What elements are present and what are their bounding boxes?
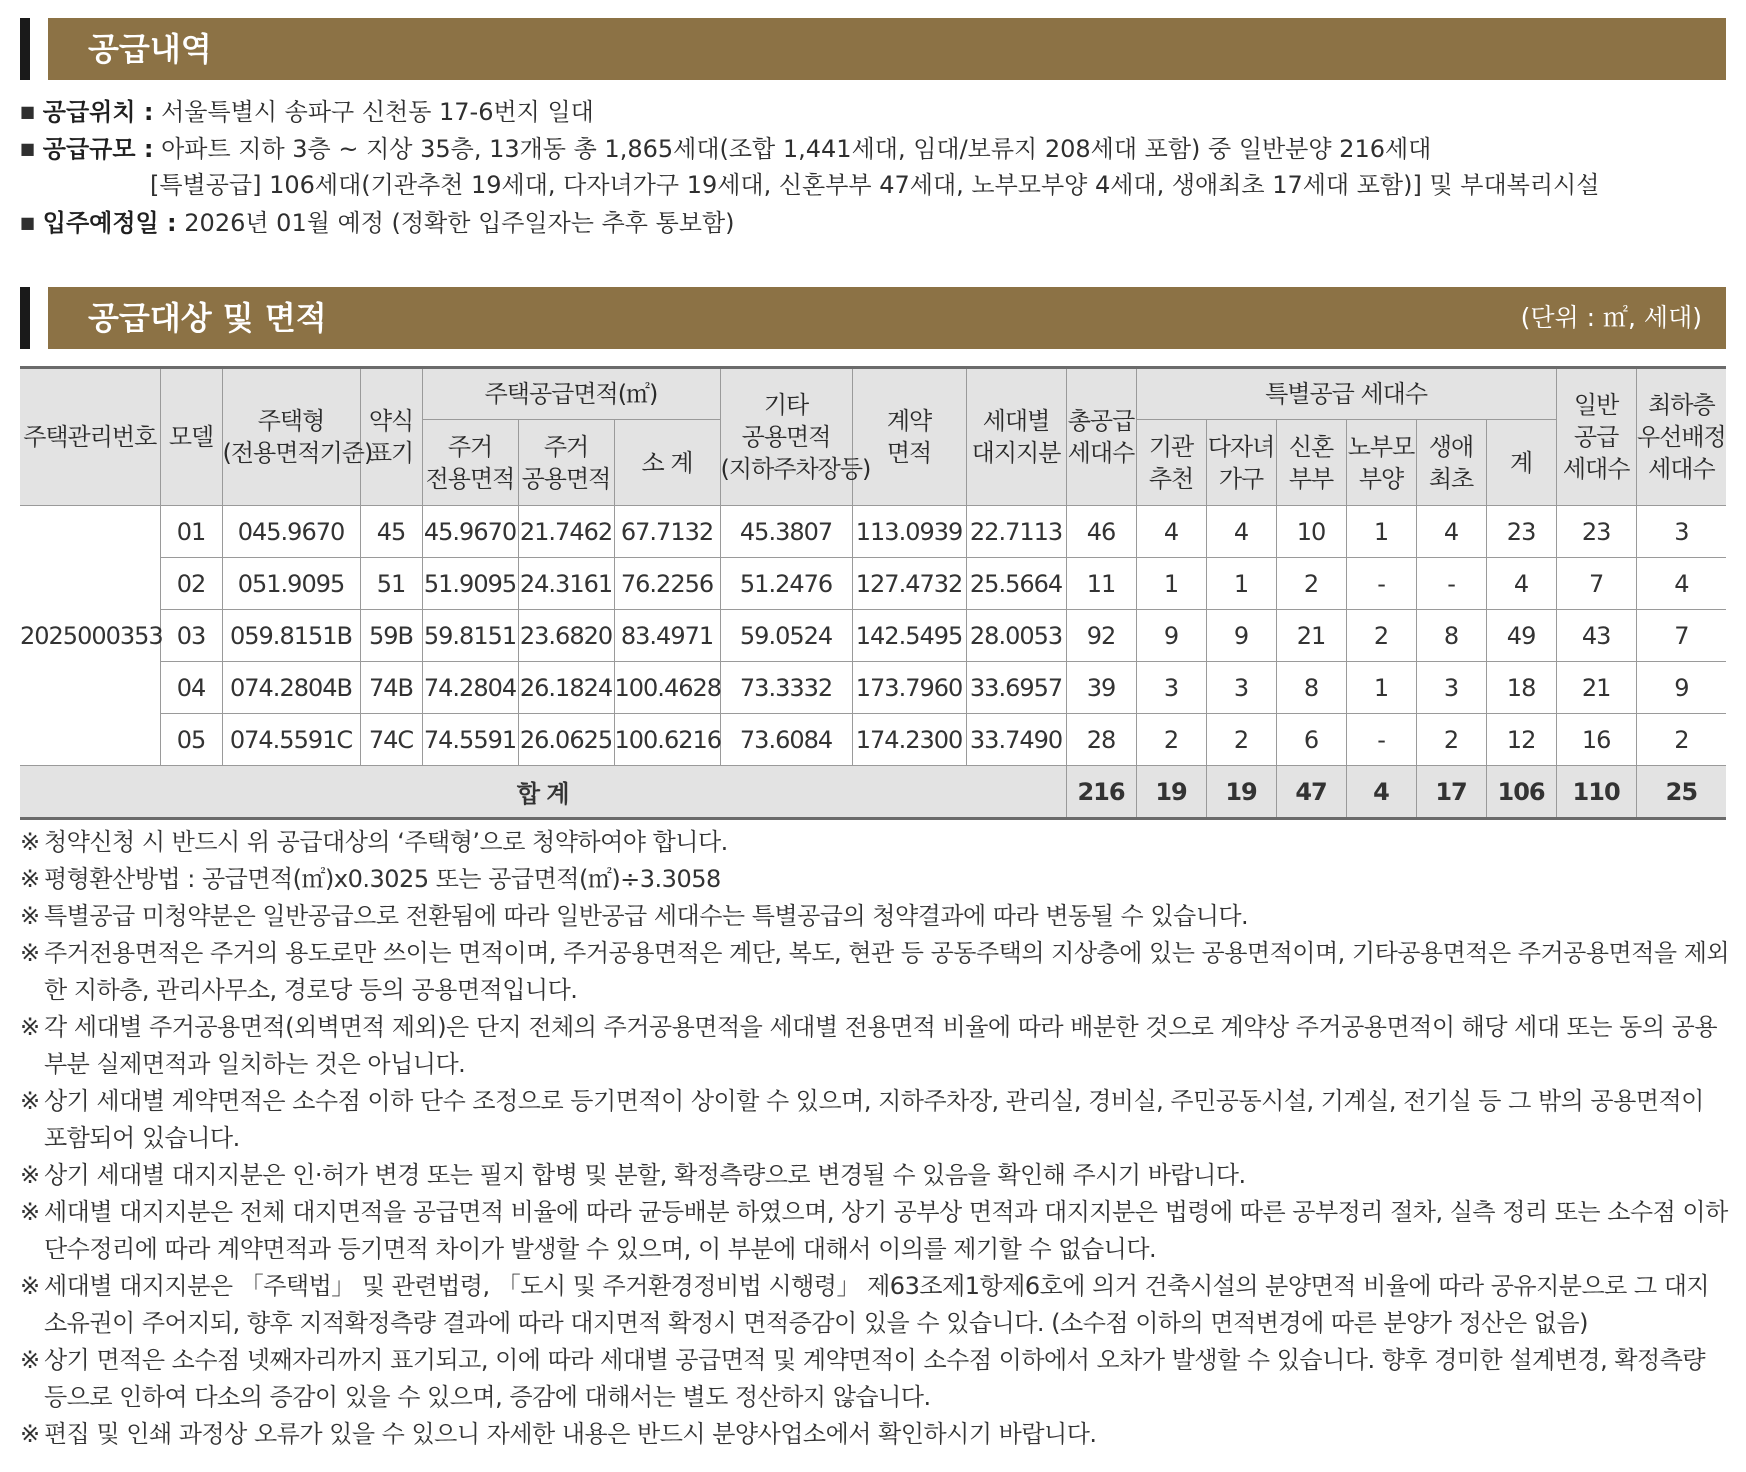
cell-newlywed: 2	[1276, 558, 1346, 610]
col-label: 주거	[543, 432, 589, 461]
cell-private: 59.8151	[422, 610, 518, 662]
col-subtotal: 소 계	[614, 420, 720, 506]
note-text: 특별공급 미청약분은 일반공급으로 전환됨에 따라 일반공급 세대수는 특별공급의 청약결과에 따라 변동될 수 있습니다.	[44, 902, 1249, 930]
header-gold-bar	[48, 287, 1726, 349]
total-label: 합 계	[20, 766, 1066, 819]
info-value: 아파트 지하 3층 ~ 지상 35층, 13개동 총 1,865세대(조합 1,441세대, 임대/보류지 208세대 포함) 중 일반분양 216세대	[161, 135, 1432, 163]
info-label: 공급규모 :	[42, 135, 154, 163]
cell-type: 045.9670	[222, 506, 360, 558]
cell-other: 45.3807	[720, 506, 852, 558]
cell-short: 45	[360, 506, 422, 558]
note-text: 청약신청 시 반드시 위 공급대상의 ‘주택형’으로 청약하여야 합니다.	[44, 828, 728, 856]
cell-first: 17	[1416, 766, 1486, 819]
cell-elderly: 4	[1346, 766, 1416, 819]
cell-lowest: 9	[1636, 662, 1726, 714]
note-mark: ※	[20, 1013, 40, 1041]
note-mark: ※	[20, 828, 40, 856]
col-label: 주택형	[257, 407, 325, 435]
col-label: 공급	[1573, 423, 1619, 451]
col-label: 노부모	[1347, 432, 1415, 461]
cell-short: 51	[360, 558, 422, 610]
cell-sum: 106	[1486, 766, 1556, 819]
cell-total: 28	[1066, 714, 1136, 766]
cell-land: 22.7113	[966, 506, 1066, 558]
cell-lowest: 2	[1636, 714, 1726, 766]
col-label: 추천	[1148, 464, 1194, 493]
col-label: 가구	[1218, 464, 1264, 493]
col-label: 약식	[368, 407, 414, 435]
supply-target-header	[20, 287, 1726, 349]
cell-contract: 173.7960	[852, 662, 966, 714]
col-label: 최하층	[1648, 391, 1715, 419]
cell-multi: 9	[1206, 610, 1276, 662]
cell-inst: 9	[1136, 610, 1206, 662]
cell-general: 16	[1556, 714, 1636, 766]
col-label: 부양	[1358, 464, 1404, 493]
supply-details-header	[20, 18, 1726, 80]
info-label: 공급위치 :	[42, 98, 154, 126]
note-item	[20, 1157, 1732, 1194]
col-type	[222, 368, 373, 506]
note-mark: ※	[20, 1198, 40, 1226]
note-item	[20, 1083, 1732, 1157]
note-mark: ※	[20, 1087, 40, 1115]
cell-other: 59.0524	[720, 610, 852, 662]
col-label: (지하주차장등)	[720, 455, 871, 483]
col-general-supply	[1556, 368, 1636, 506]
cell-model: 04	[160, 662, 222, 714]
cell-other: 73.3332	[720, 662, 852, 714]
col-label: 계약	[886, 407, 932, 435]
col-model: 모델	[160, 368, 222, 506]
cell-private: 45.9670	[422, 506, 518, 558]
col-label: 주거	[447, 432, 493, 461]
cell-general: 23	[1556, 506, 1636, 558]
cell-private: 74.2804	[422, 662, 518, 714]
cell-first: 3	[1416, 662, 1486, 714]
note-item	[20, 1194, 1732, 1268]
note-item	[20, 935, 1732, 1009]
col-label: 전용면적	[425, 464, 515, 493]
cell-model: 01	[160, 506, 222, 558]
cell-lowest: 7	[1636, 610, 1726, 662]
cell-total: 39	[1066, 662, 1136, 714]
note-mark: ※	[20, 1346, 40, 1374]
cell-elderly: 2	[1346, 610, 1416, 662]
cell-contract: 127.4732	[852, 558, 966, 610]
note-item	[20, 861, 1732, 898]
col-total-supply	[1066, 368, 1136, 506]
header-black-marker	[20, 18, 30, 80]
bullet-square-icon: ■	[20, 213, 36, 232]
cell-inst: 1	[1136, 558, 1206, 610]
cell-elderly: 1	[1346, 662, 1416, 714]
cell-land: 25.5664	[966, 558, 1066, 610]
info-label: 입주예정일 :	[42, 209, 177, 237]
note-text: 상기 면적은 소수점 넷째자리까지 표기되고, 이에 따라 세대별 공급면적 및 계약면적이 소수점 이하에서 오차가 발생할 수 있습니다. 향후 경미한 설계변경, 확정측량 등으로 인하여 다소의 증감이 있을 수 있으며, 증감에 대해서는 별도 정산하지 않습니다.	[44, 1346, 1706, 1411]
cell-elderly: -	[1346, 558, 1416, 610]
cell-common: 23.6820	[518, 610, 614, 662]
cell-inst: 2	[1136, 714, 1206, 766]
col-other-common	[720, 368, 871, 506]
col-label: 공용면적	[521, 464, 611, 493]
col-supply-area: 주택공급면적(㎡)	[422, 368, 720, 420]
note-mark: ※	[20, 1161, 40, 1189]
col-multi-child	[1206, 420, 1276, 506]
cell-general: 110	[1556, 766, 1636, 819]
info-value: 서울특별시 송파구 신천동 17-6번지 일대	[161, 98, 594, 126]
header-black-marker	[20, 287, 30, 349]
note-mark: ※	[20, 902, 40, 930]
info-scale	[20, 130, 1431, 168]
cell-type: 074.5591C	[222, 714, 360, 766]
col-elderly-parents	[1346, 420, 1416, 506]
col-newlywed	[1276, 420, 1346, 506]
col-label: 부부	[1288, 464, 1334, 493]
note-mark: ※	[20, 939, 40, 967]
cell-multi: 19	[1206, 766, 1276, 819]
cell-general: 7	[1556, 558, 1636, 610]
cell-general: 21	[1556, 662, 1636, 714]
note-item	[20, 1416, 1732, 1453]
section-title: 공급내역	[88, 30, 212, 68]
cell-common: 24.3161	[518, 558, 614, 610]
cell-subtotal: 100.6216	[614, 714, 720, 766]
cell-lowest: 3	[1636, 506, 1726, 558]
col-label: 일반	[1573, 391, 1619, 419]
col-label: 신혼	[1288, 432, 1334, 461]
info-location	[20, 93, 594, 131]
col-label: 세대수	[1648, 455, 1715, 483]
table-row	[20, 714, 1726, 766]
unit-label: (단위 : ㎡, 세대)	[1520, 303, 1702, 332]
col-first-time	[1416, 420, 1486, 506]
cell-common: 21.7462	[518, 506, 614, 558]
col-label: 총공급	[1067, 407, 1135, 435]
col-special-sum: 계	[1486, 420, 1556, 506]
col-label: 표기	[368, 439, 414, 467]
table-row	[20, 610, 1726, 662]
info-value: 2026년 01월 예정 (정확한 입주일자는 추후 통보함)	[184, 209, 735, 237]
cell-model: 05	[160, 714, 222, 766]
cell-sum: 18	[1486, 662, 1556, 714]
section-title: 공급대상 및 면적	[88, 299, 327, 337]
cell-other: 51.2476	[720, 558, 852, 610]
cell-newlywed: 47	[1276, 766, 1346, 819]
cell-subtotal: 83.4971	[614, 610, 720, 662]
cell-multi: 1	[1206, 558, 1276, 610]
cell-sum: 23	[1486, 506, 1556, 558]
cell-first: 2	[1416, 714, 1486, 766]
table-row	[20, 506, 1726, 558]
cell-common: 26.0625	[518, 714, 614, 766]
col-common-area	[518, 420, 614, 506]
cell-contract: 113.0939	[852, 506, 966, 558]
col-label: 다자녀	[1207, 432, 1275, 461]
cell-subtotal: 67.7132	[614, 506, 720, 558]
note-text: 편집 및 인쇄 과정상 오류가 있을 수 있으니 자세한 내용은 반드시 분양사업소에서 확인하시기 바랍니다.	[44, 1420, 1097, 1448]
cell-land: 33.6957	[966, 662, 1066, 714]
cell-multi: 3	[1206, 662, 1276, 714]
cell-inst: 3	[1136, 662, 1206, 714]
info-move-in	[20, 204, 735, 242]
cell-type: 059.8151B	[222, 610, 360, 662]
cell-first: -	[1416, 558, 1486, 610]
col-label: 최초	[1428, 464, 1474, 493]
cell-contract: 174.2300	[852, 714, 966, 766]
note-text: 세대별 대지지분은 「주택법」 및 관련법령, 「도시 및 주거환경정비법 시행령」 제63조제1항제6호에 의거 건축시설의 분양면적 비율에 따라 공유지분으로 그 대지 소유권이 주어지되, 향후 지적확정측량 결과에 따라 대지면적 확정시 면적증감이 있을 수 있습니다. (소수점 이하의 면적변경에 따른 분양가 정산은 없음)	[44, 1272, 1710, 1337]
note-text: 각 세대별 주거공용면적(외벽면적 제외)은 단지 전체의 주거공용면적을 세대별 전용면적 비율에 따라 배분한 것으로 계약상 주거공용면적이 해당 세대 또는 동의 공용부분 실제면적과 일치하는 것은 아닙니다.	[44, 1013, 1717, 1078]
cell-inst: 19	[1136, 766, 1206, 819]
cell-sum: 12	[1486, 714, 1556, 766]
cell-private: 74.5591	[422, 714, 518, 766]
col-label: 세대수	[1562, 455, 1630, 483]
note-mark: ※	[20, 1420, 40, 1448]
cell-short: 74B	[360, 662, 422, 714]
cell-total: 92	[1066, 610, 1136, 662]
table-row	[20, 558, 1726, 610]
note-item	[20, 898, 1732, 935]
cell-short: 74C	[360, 714, 422, 766]
house-no-cell: 2025000353	[20, 506, 160, 766]
cell-elderly: -	[1346, 714, 1416, 766]
col-label: 우선배정	[1636, 423, 1726, 451]
col-label: 면적	[886, 439, 932, 467]
cell-land: 28.0053	[966, 610, 1066, 662]
note-item	[20, 1268, 1732, 1342]
col-label: 세대수	[1067, 439, 1135, 467]
cell-inst: 4	[1136, 506, 1206, 558]
cell-newlywed: 6	[1276, 714, 1346, 766]
note-text: 상기 세대별 대지지분은 인·허가 변경 또는 필지 합병 및 분할, 확정측량으로 변경될 수 있음을 확인해 주시기 바랍니다.	[44, 1161, 1246, 1189]
info-scale-special: [특별공급] 106세대(기관추천 19세대, 다자녀가구 19세대, 신혼부부 47세대, 노부모부양 4세대, 생애최초 17세대 포함)] 및 부대복리시설	[150, 171, 1600, 199]
col-institution	[1136, 420, 1206, 506]
cell-private: 51.9095	[422, 558, 518, 610]
note-item	[20, 824, 1732, 861]
note-item	[20, 1342, 1732, 1416]
cell-first: 8	[1416, 610, 1486, 662]
col-label: 기관	[1148, 432, 1194, 461]
note-mark: ※	[20, 865, 40, 893]
col-label: 생애	[1428, 432, 1474, 461]
note-mark: ※	[20, 1272, 40, 1300]
cell-total: 46	[1066, 506, 1136, 558]
cell-sum: 49	[1486, 610, 1556, 662]
cell-elderly: 1	[1346, 506, 1416, 558]
notes-list	[20, 824, 1732, 1453]
note-text: 주거전용면적은 주거의 용도로만 쓰이는 면적이며, 주거공용면적은 계단, 복도, 현관 등 공동주택의 지상층에 있는 공용면적이며, 기타공용면적은 주거공용면적을 제외한 지하층, 관리사무소, 경로당 등의 공용면적입니다.	[44, 939, 1730, 1004]
cell-newlywed: 10	[1276, 506, 1346, 558]
note-text: 평형환산방법 : 공급면적(㎡)x0.3025 또는 공급면적(㎡)÷3.3058	[44, 865, 721, 893]
cell-land: 33.7490	[966, 714, 1066, 766]
col-house-no: 주택관리번호	[20, 368, 160, 506]
cell-lowest: 4	[1636, 558, 1726, 610]
col-label: (전용면적기준)	[222, 439, 373, 467]
col-land-share	[966, 368, 1066, 506]
col-label: 대지지분	[971, 439, 1061, 467]
cell-multi: 4	[1206, 506, 1276, 558]
cell-total: 11	[1066, 558, 1136, 610]
cell-contract: 142.5495	[852, 610, 966, 662]
cell-first: 4	[1416, 506, 1486, 558]
cell-subtotal: 100.4628	[614, 662, 720, 714]
col-contract-area	[852, 368, 966, 506]
col-label: 공용면적	[741, 423, 831, 451]
bullet-square-icon: ■	[20, 102, 36, 121]
cell-type: 051.9095	[222, 558, 360, 610]
note-text: 상기 세대별 계약면적은 소수점 이하 단수 조정으로 등기면적이 상이할 수 있으며, 지하주차장, 관리실, 경비실, 주민공동시설, 기계실, 전기실 등 그 밖의 공용면적이 포함되어 있습니다.	[44, 1087, 1704, 1152]
cell-model: 03	[160, 610, 222, 662]
supply-area-table	[20, 366, 1726, 820]
cell-lowest: 25	[1636, 766, 1726, 819]
note-text: 세대별 대지지분은 전체 대지면적을 공급면적 비율에 따라 균등배분 하였으며, 상기 공부상 면적과 대지지분은 법령에 따른 공부정리 절차, 실측 정리 또는 소수점 이하 단수정리에 따라 계약면적과 등기면적 차이가 발생할 수 있으며, 이 부분에 대해서 이의를 제기할 수 없습니다.	[44, 1198, 1728, 1263]
cell-total: 216	[1066, 766, 1136, 819]
col-lowest-floor	[1636, 368, 1726, 506]
col-label: 세대별	[982, 407, 1050, 435]
col-private-area	[422, 420, 518, 506]
col-short	[360, 368, 422, 506]
cell-other: 73.6084	[720, 714, 852, 766]
header-gold-bar	[48, 18, 1726, 80]
note-item	[20, 1009, 1732, 1083]
col-label: 기타	[763, 391, 809, 419]
cell-newlywed: 8	[1276, 662, 1346, 714]
cell-subtotal: 76.2256	[614, 558, 720, 610]
cell-type: 074.2804B	[222, 662, 360, 714]
total-row	[20, 766, 1726, 819]
cell-general: 43	[1556, 610, 1636, 662]
cell-model: 02	[160, 558, 222, 610]
table-row	[20, 662, 1726, 714]
cell-multi: 2	[1206, 714, 1276, 766]
col-special-supply: 특별공급 세대수	[1136, 368, 1556, 420]
bullet-square-icon: ■	[20, 139, 36, 158]
cell-newlywed: 21	[1276, 610, 1346, 662]
cell-sum: 4	[1486, 558, 1556, 610]
cell-short: 59B	[360, 610, 422, 662]
cell-common: 26.1824	[518, 662, 614, 714]
